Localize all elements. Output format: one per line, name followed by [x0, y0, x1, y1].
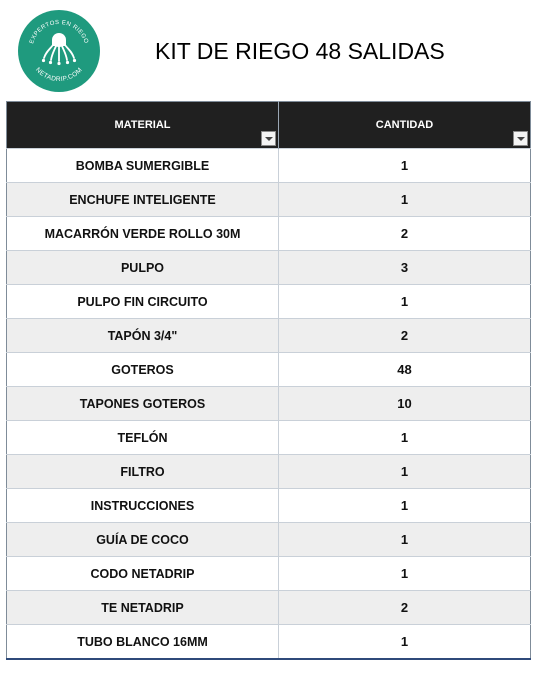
- table-row: [7, 591, 531, 625]
- table-row: [7, 557, 531, 591]
- material-cell[interactable]: TAPONES GOTEROS: [7, 387, 279, 421]
- page-title: KIT DE RIEGO 48 SALIDAS: [155, 38, 445, 64]
- material-cell[interactable]: TE NETADRIP: [7, 591, 279, 625]
- column-header-material: [7, 102, 279, 149]
- table-row: [7, 625, 531, 660]
- quantity-cell[interactable]: 1: [279, 523, 531, 557]
- logo-site: NETADRIP.COM: [34, 66, 84, 84]
- quantity-cell[interactable]: 1: [279, 285, 531, 319]
- quantity-cell[interactable]: 2: [279, 591, 531, 625]
- material-cell[interactable]: FILTRO: [7, 455, 279, 489]
- table-row: [7, 353, 531, 387]
- table-row: [7, 455, 531, 489]
- table-row: [7, 387, 531, 421]
- material-cell[interactable]: TAPÓN 3/4": [7, 319, 279, 353]
- materials-table: [6, 101, 531, 660]
- column-header-label: CANTIDAD: [375, 119, 434, 131]
- table-row: [7, 183, 531, 217]
- material-cell[interactable]: TEFLÓN: [7, 421, 279, 455]
- material-cell[interactable]: GOTEROS: [7, 353, 279, 387]
- table-row: [7, 421, 531, 455]
- table-row: [7, 319, 531, 353]
- quantity-cell[interactable]: 1: [279, 183, 531, 217]
- material-cell[interactable]: PULPO FIN CIRCUITO: [7, 285, 279, 319]
- table-row: [7, 489, 531, 523]
- filter-dropdown-icon[interactable]: [513, 131, 528, 146]
- quantity-cell[interactable]: 1: [279, 557, 531, 591]
- quantity-cell[interactable]: 1: [279, 149, 531, 183]
- material-cell[interactable]: TUBO BLANCO 16MM: [7, 625, 279, 660]
- material-cell[interactable]: BOMBA SUMERGIBLE: [7, 149, 279, 183]
- quantity-cell[interactable]: 1: [279, 625, 531, 660]
- octopus-icon: [42, 33, 76, 65]
- table-header-row: [7, 102, 531, 149]
- column-header-cantidad: [279, 102, 531, 149]
- material-cell[interactable]: ENCHUFE INTELIGENTE: [7, 183, 279, 217]
- column-header-label: MATERIAL: [114, 119, 171, 131]
- logo-tagline: EXPERTOS EN RIEGO: [29, 19, 89, 45]
- table-row: [7, 251, 531, 285]
- table-row: [7, 149, 531, 183]
- table-row: [7, 285, 531, 319]
- quantity-cell[interactable]: 1: [279, 489, 531, 523]
- quantity-cell[interactable]: 3: [279, 251, 531, 285]
- quantity-cell[interactable]: 1: [279, 455, 531, 489]
- quantity-cell[interactable]: 48: [279, 353, 531, 387]
- quantity-cell[interactable]: 10: [279, 387, 531, 421]
- material-cell[interactable]: PULPO: [7, 251, 279, 285]
- quantity-cell[interactable]: 2: [279, 319, 531, 353]
- netadrip-logo: [18, 10, 100, 92]
- material-cell[interactable]: CODO NETADRIP: [7, 557, 279, 591]
- table-row: [7, 523, 531, 557]
- material-cell[interactable]: GUÍA DE COCO: [7, 523, 279, 557]
- quantity-cell[interactable]: 2: [279, 217, 531, 251]
- material-cell[interactable]: MACARRÓN VERDE ROLLO 30M: [7, 217, 279, 251]
- material-cell[interactable]: INSTRUCCIONES: [7, 489, 279, 523]
- filter-dropdown-icon[interactable]: [261, 131, 276, 146]
- quantity-cell[interactable]: 1: [279, 421, 531, 455]
- table-row: [7, 217, 531, 251]
